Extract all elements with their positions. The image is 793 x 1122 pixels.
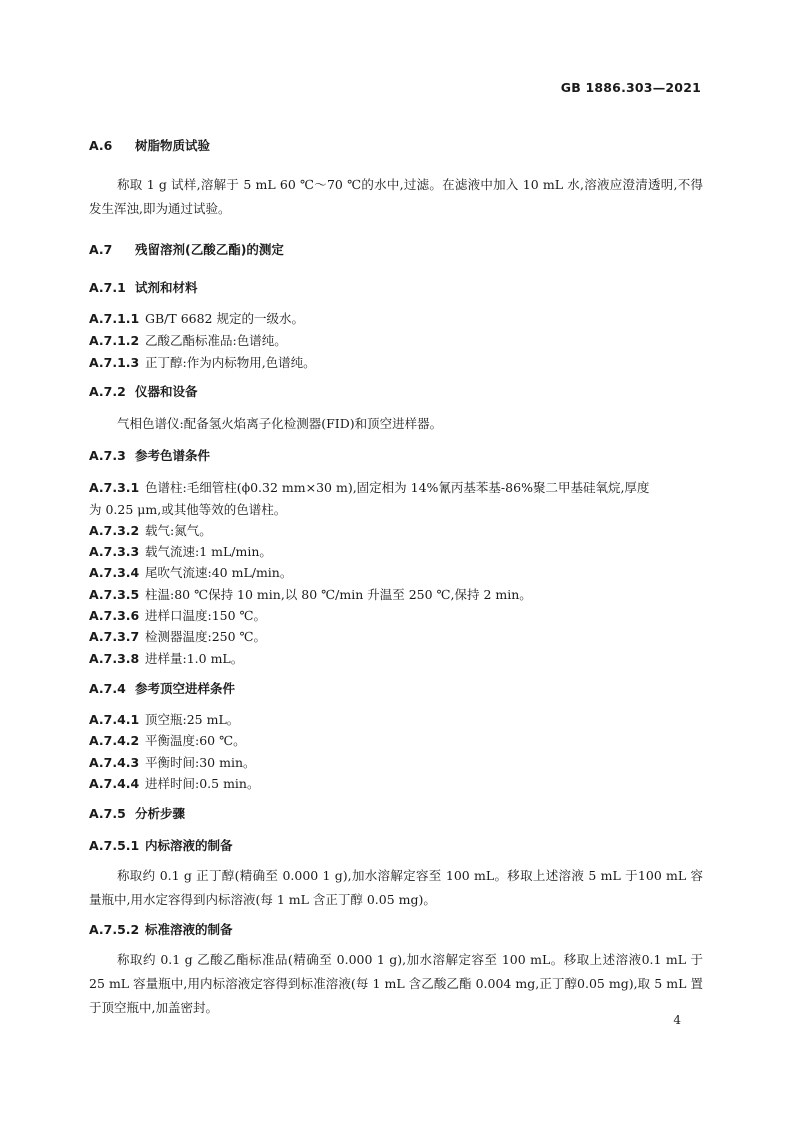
section-a71-heading: A.7.1 试剂和材料 [89, 280, 198, 295]
page-number: 4 [673, 1013, 681, 1027]
section-a6-heading: A.6 树脂物质试验 [89, 138, 211, 153]
section-a72-heading: A.7.2 仪器和设备 [89, 384, 198, 399]
list-item: A.7.3.3 载气流速:1 mL/min。 [89, 544, 272, 559]
section-a73-heading: A.7.3 参考色谱条件 [89, 448, 211, 463]
section-a75-heading: A.7.5 分析步骤 [89, 806, 186, 821]
list-item: A.7.3.4 尾吹气流速:40 mL/min。 [89, 565, 293, 580]
list-item: A.7.3.8 进样量:1.0 mL。 [89, 651, 244, 666]
list-item: A.7.3.1 色谱柱:毛细管柱(ϕ0.32 mm×30 m),固定相为 14%氰丙基苯基-86%聚二甲基硅氧烷,厚度 [89, 480, 650, 495]
section-a751-heading: A.7.5.1 内标溶液的制备 [89, 838, 233, 853]
list-item: A.7.1.2 乙酸乙酯标准品:色谱纯。 [89, 333, 287, 348]
list-item: A.7.4.2 平衡温度:60 ℃。 [89, 733, 246, 748]
list-item-continuation: 为 0.25 μm,或其他等效的色谱柱。 [89, 502, 287, 517]
section-a751-paragraph: 称取约 0.1 g 正丁醇(精确至 0.000 1 g),加水溶解定容至 100 mL。移取上述溶液 5 mL 于100 mL 容量瓶中,用水定容得到内标溶液(每 1 mL 含正丁醇 0.05 mg)。 [89, 868, 703, 907]
standard-code: GB 1886.303—2021 [560, 80, 701, 95]
section-a752-paragraph: 称取约 0.1 g 乙酸乙酯标准品(精确至 0.000 1 g),加水溶解定容至 100 mL。移取上述溶液0.1 mL 于 25 mL 容量瓶中,用内标溶液定容得到标准溶液(每 1 mL 含乙酸乙酯 0.004 mg,正丁醇0.05 mg),取 5 mL 置于顶空瓶中,加盖密封。 [89, 952, 703, 1015]
list-item: A.7.3.7 检测器温度:250 ℃。 [89, 629, 267, 644]
section-a7-heading: A.7 残留溶剂(乙酸乙酯)的测定 [89, 242, 284, 257]
list-item: A.7.1.1 GB/T 6682 规定的一级水。 [89, 311, 304, 326]
list-item: A.7.4.4 进样时间:0.5 min。 [89, 776, 260, 791]
list-item: A.7.1.3 正丁醇:作为内标物用,色谱纯。 [89, 355, 316, 370]
list-item: A.7.4.3 平衡时间:30 min。 [89, 755, 256, 770]
section-a752-heading: A.7.5.2 标准溶液的制备 [89, 922, 233, 937]
list-item: A.7.3.2 载气:氮气。 [89, 523, 212, 538]
section-a72-paragraph: 气相色谱仪:配备氢火焰离子化检测器(FID)和顶空进样器。 [117, 416, 443, 431]
list-item: A.7.4.1 顶空瓶:25 mL。 [89, 712, 240, 727]
list-item: A.7.3.6 进样口温度:150 ℃。 [89, 608, 267, 623]
list-item: A.7.3.5 柱温:80 ℃保持 10 min,以 80 ℃/min 升温至 250 ℃,保持 2 min。 [89, 587, 532, 602]
section-a74-heading: A.7.4 参考顶空进样条件 [89, 681, 236, 696]
section-a6-paragraph: 称取 1 g 试样,溶解于 5 mL 60 ℃～70 ℃的水中,过滤。在滤液中加入 10 mL 水,溶液应澄清透明,不得发生浑浊,即为通过试验。 [89, 177, 703, 216]
